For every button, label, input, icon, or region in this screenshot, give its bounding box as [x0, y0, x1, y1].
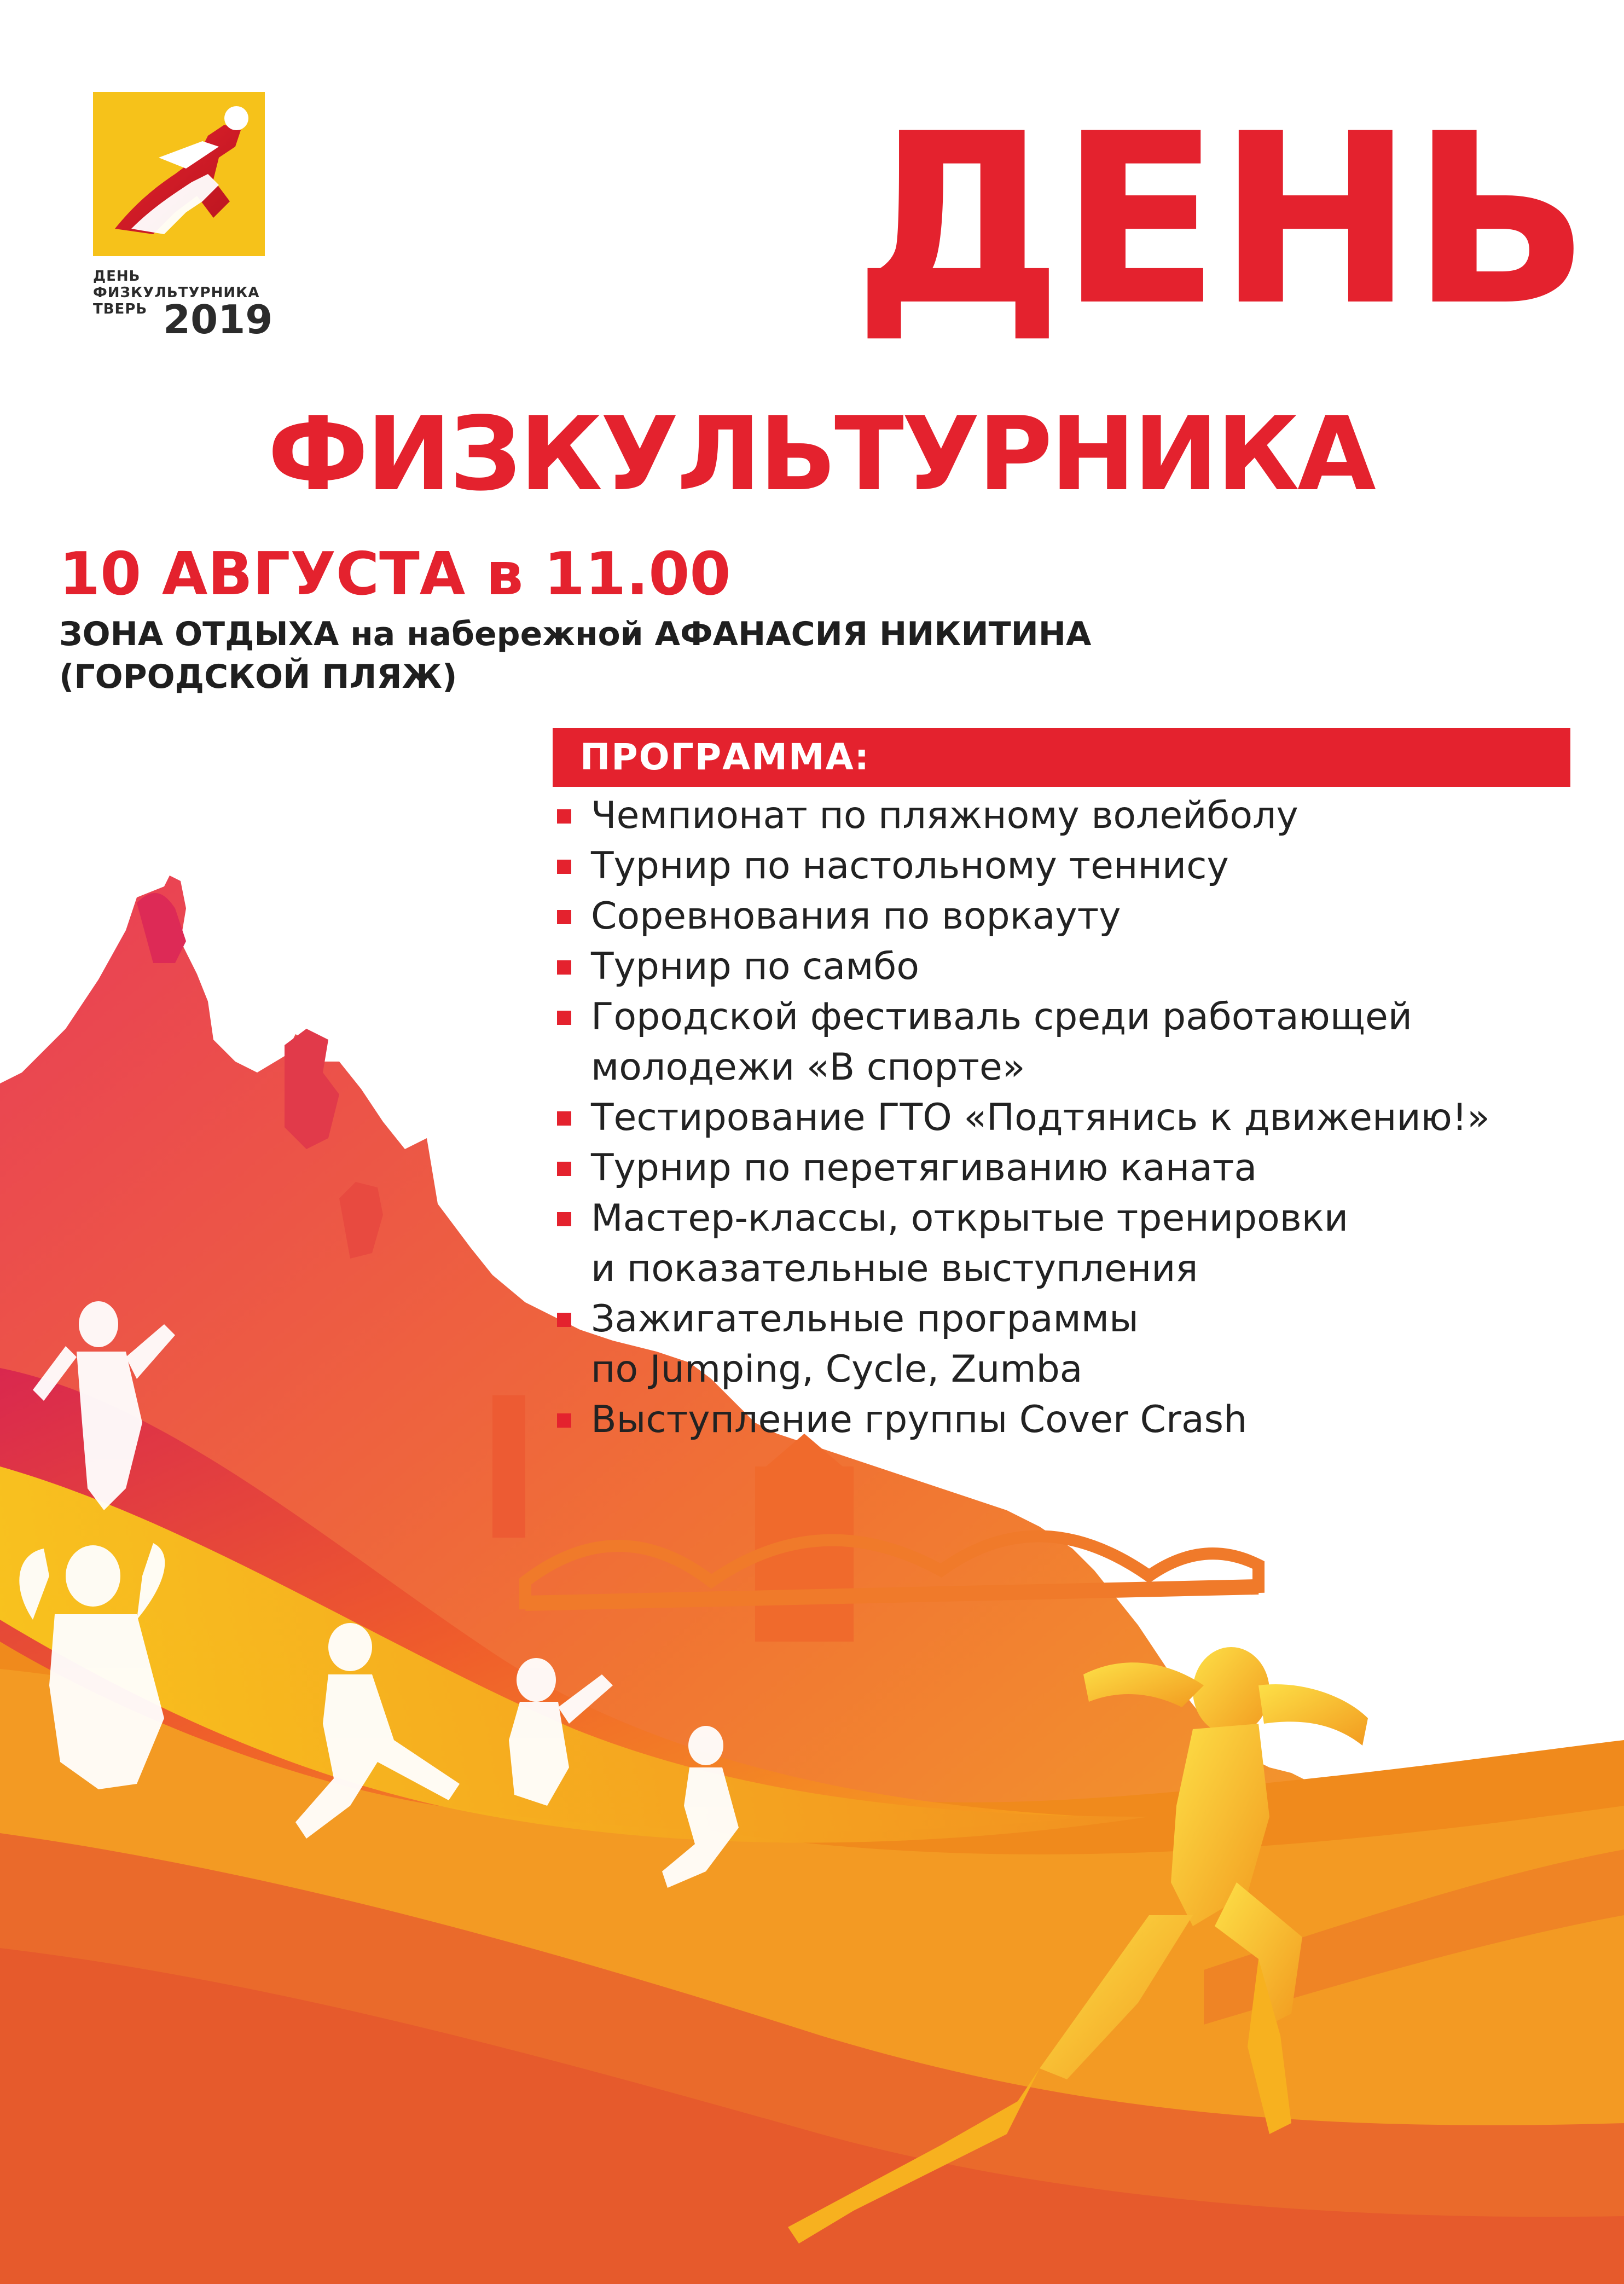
bullet-square-icon	[557, 1111, 571, 1126]
program-item-text-line-2: молодежи «В спорте»	[591, 1046, 1025, 1089]
program-item	[553, 1395, 1592, 1445]
bullet-square-icon	[557, 809, 571, 824]
bullet-square-icon	[557, 1212, 571, 1226]
program-item	[553, 1093, 1592, 1143]
event-venue	[59, 613, 1091, 698]
program-list	[553, 791, 1592, 1445]
program-item-text-line-2: по Jumping, Cycle, Zumba	[591, 1348, 1083, 1391]
program-item	[553, 1143, 1592, 1193]
program-item	[553, 992, 1592, 1093]
program-item-text: Турнир по перетягиванию каната	[591, 1146, 1257, 1190]
logo-line-1: ДЕНЬ	[93, 268, 141, 285]
venue-line-1: ЗОНА ОТДЫХА на набережной АФАНАСИЯ НИКИТИНА	[59, 615, 1092, 653]
poster-title-line-1: ДЕНЬ	[853, 84, 1587, 357]
program-item-text: Чемпионат по пляжному волейболу	[591, 794, 1298, 837]
program-item	[553, 942, 1592, 992]
bullet-square-icon	[557, 960, 571, 975]
bullet-square-icon	[557, 1011, 571, 1025]
program-item	[553, 1193, 1592, 1294]
poster-title-line-2: ФИЗКУЛЬТУРНИКА	[268, 395, 1374, 513]
program-item	[553, 841, 1592, 891]
program-heading: ПРОГРАММА:	[580, 736, 871, 778]
event-date: 10 АВГУСТА в 11.00	[59, 540, 731, 608]
program-item-text: Мастер-классы, открытые тренировки	[591, 1197, 1349, 1240]
program-item-text: Выступление группы Cover Crash	[591, 1398, 1248, 1441]
program-item-text: Городской фестиваль среди работающей	[591, 995, 1412, 1039]
program-item-text: Турнир по настольному теннису	[591, 844, 1229, 888]
bullet-square-icon	[557, 860, 571, 874]
bullet-square-icon	[557, 1413, 571, 1428]
program-item-text-line-2: и показательные выступления	[591, 1247, 1198, 1290]
logo-line-3: ТВЕРЬ	[93, 301, 148, 317]
program-item-text: Тестирование ГТО «Подтянись к движению!»	[591, 1096, 1490, 1139]
venue-line-2: (ГОРОДСКОЙ ПЛЯЖ)	[59, 658, 457, 696]
program-item-text: Турнир по самбо	[591, 945, 919, 988]
bullet-square-icon	[557, 1313, 571, 1327]
logo-line-2: ФИЗКУЛЬТУРНИКА	[93, 285, 260, 301]
program-item	[553, 1294, 1592, 1395]
bullet-square-icon	[557, 1162, 571, 1176]
program-heading-bar	[553, 728, 1570, 787]
bullet-square-icon	[557, 910, 571, 924]
program-item-text: Зажигательные программы	[591, 1297, 1139, 1341]
program-item	[553, 791, 1592, 841]
program-item	[553, 891, 1592, 942]
program-item-text: Соревнования по воркауту	[591, 895, 1121, 938]
logo-year: 2019	[163, 297, 273, 343]
